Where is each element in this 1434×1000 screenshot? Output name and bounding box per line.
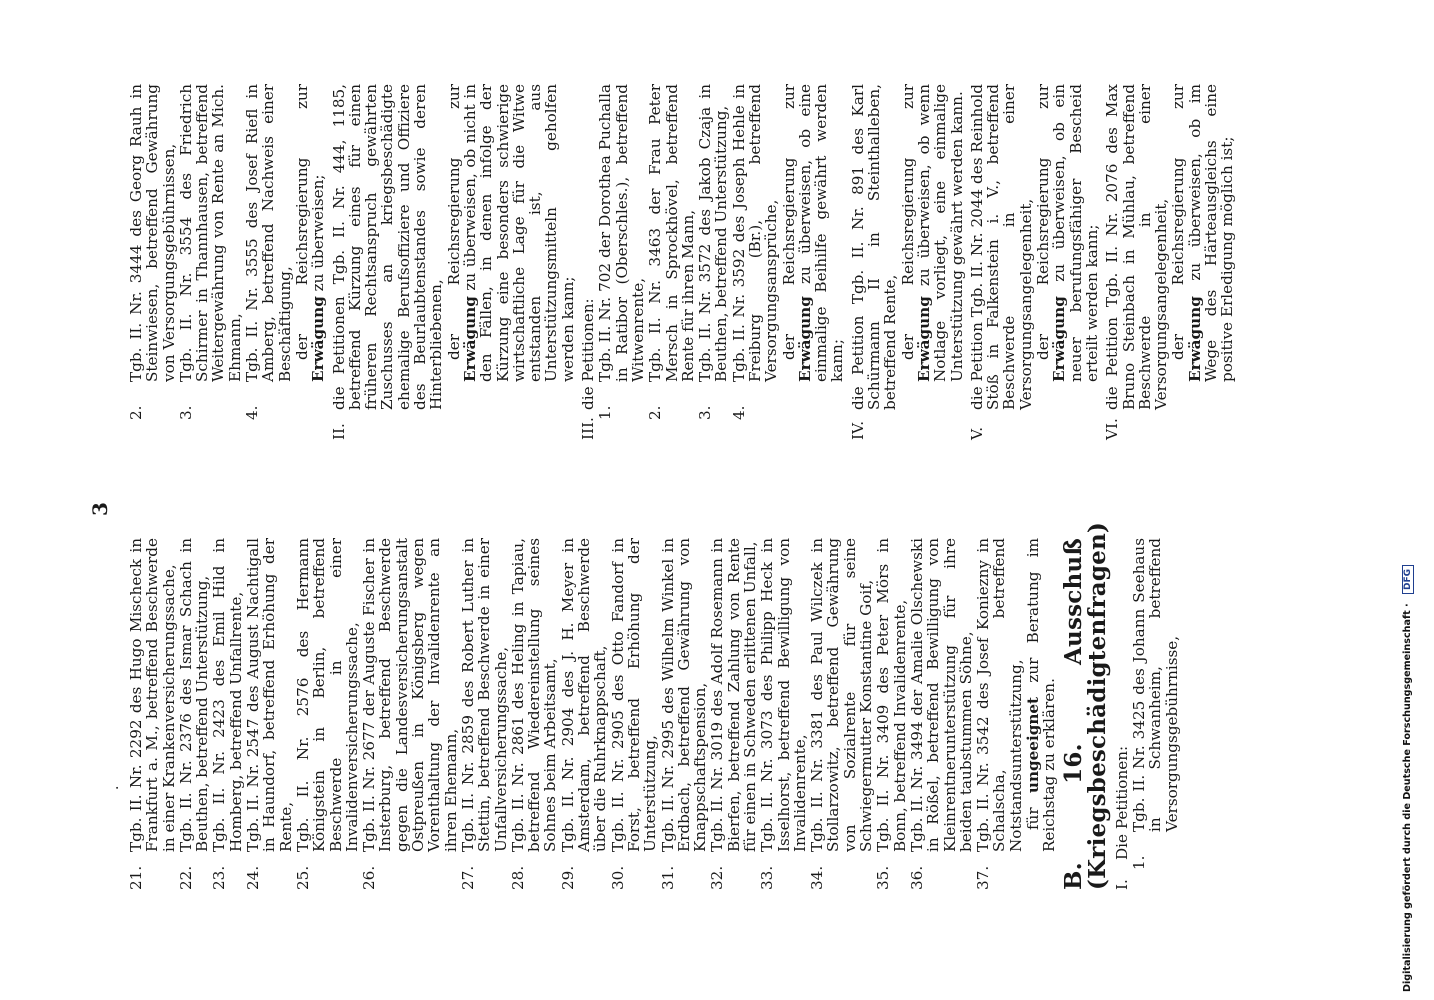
section-label: Die Petitionen:	[1112, 745, 1131, 860]
entry-text: Tgb. II. Nr. 2292 des Hugo Mischeck in Frankfurt a. M., betreffend Beschwerde in einer Krankenversicherungssache,	[127, 538, 178, 852]
entry-number: 1.	[1129, 855, 1148, 870]
decision-unsuitable: für ungeeignet zur Beratung im Reichstag zu erklären.	[1024, 538, 1059, 852]
entry-text: Tgb. II. Nr. 2904 des J. H. Meyer in Amsterdam, betreffend Beschwerde über die Ruhrknappschaft,	[558, 538, 610, 852]
entry-number: 34.	[808, 865, 827, 890]
decision-referral-5: der Reichsregierung zur Erwägung zu überweisen, ob ein neuer berufungsfähiger Bescheid erteilt werden kann;	[1034, 84, 1101, 382]
entry-number: 27.	[458, 865, 477, 890]
petition-entry	[610, 538, 659, 890]
entry-text: Tgb. II. Nr. 3463 der Frau Peter Mersch in Sprockhövel, betreffend Rente für ihren Mann,	[646, 84, 697, 382]
petition-entry	[875, 538, 908, 890]
entry-number: 24.	[244, 865, 263, 890]
entry-number: 30.	[608, 865, 627, 890]
entry-number: 2.	[646, 405, 665, 420]
decision-referral-3: der Reichsregierung zur Erwägung zu überweisen, ob eine einmalige Beihilfe gewährt werden kann;	[779, 84, 847, 382]
section-numeral: V.	[967, 426, 986, 440]
entry-number: 23.	[210, 865, 229, 890]
entry-number: 32.	[708, 865, 727, 890]
decision-referral-6: der Reichsregierung zur Erwägung zu überweisen, ob im Wege des Härteausgleichs eine positive Erledigung möglich ist;	[1169, 84, 1237, 382]
petition-entry	[361, 538, 459, 890]
entry-text: Tgb. II. Nr. 3425 des Johann Seehaus in Schwanheim, betreffend Versorgungsgebührnisse,	[1129, 538, 1181, 832]
entry-number: 26.	[360, 865, 379, 890]
entry-number: 1.	[596, 405, 615, 420]
entry-text: Tgb. II. Nr. 3554 des Friedrich Schirmer in Thannhausen, betreffend Weitergewährung von Rente an Mich. Ehmann,	[176, 84, 244, 382]
section-numeral: VI.	[1103, 418, 1122, 440]
petition-entry	[460, 538, 509, 890]
entry-number: 3.	[696, 405, 715, 420]
entry-text: Tgb. II. Nr. 2376 des Ismar Schach in Beuthen, betreffend Unterstützung,	[176, 538, 212, 852]
section-v	[969, 84, 1034, 440]
petition-entry	[510, 538, 559, 890]
petition-entry	[245, 538, 294, 890]
section-text: die Petition Tgb. II. Nr. 2044 des Reinhold Stöß in Falkenstein i. V., betreffend Beschwerde in einer Versorgungsangelegenheit,	[967, 84, 1035, 410]
decision-referral-4: der Reichsregierung zur Erwägung zu überweisen, ob wenn Notlage vorliegt, eine einmalige Unterstützung gewährt werden kann.	[898, 84, 966, 382]
entry-text: Tgb. II. Nr. 3555 des Josef Riefl in Amberg, betreffend Nachweis einer Beschäftigung,	[243, 84, 294, 382]
petition-entry	[660, 538, 709, 890]
entry-text: Tgb. II. Nr. 2423 des Emil Hild in Homberg, betreffend Unfallrente,	[210, 538, 245, 852]
petition-entry	[560, 538, 609, 890]
petition-entry	[697, 84, 730, 440]
petition-entry	[909, 538, 974, 890]
section-numeral: I.	[1112, 879, 1131, 890]
digitization-credit	[1402, 565, 1414, 992]
right-column	[128, 84, 1238, 440]
entry-text: Tgb. II. Nr. 3592 des Joseph Hehle in Freiburg (Br.), betreffend Versorgungsansprüche,	[729, 84, 781, 382]
petition-entry	[128, 538, 177, 890]
section-vi	[1104, 84, 1169, 440]
digitization-credit-text: Digitalisierung gefördert durch die Deutsche Forschungsgemeinschaft ·	[1402, 603, 1413, 992]
section-text: die Petition Tgb. II. Nr. 891 des Karl Schürmann II in Steinthalleben, betreffend Rente,	[848, 84, 900, 410]
section-iii-list	[597, 84, 779, 440]
entry-text: Tgb. II. Nr. 3542 des Josef Koniezny in Schalscha, betreffend Notstandsunterstützung,	[974, 538, 1025, 852]
entry-text: Tgb. II. Nr. 2547 des August Nachtigall in Haundorf, betreffend Erhöhung der Rente,	[244, 538, 295, 852]
entry-text: Tgb. II. Nr. 2905 des Otto Fandorf in Forst, betreffend Erhöhung der Unterstützung,	[608, 538, 660, 852]
entry-number: 25.	[293, 865, 312, 890]
section-i-list-continued	[128, 84, 293, 440]
petition-entry	[975, 538, 1024, 890]
page-number: 3	[88, 502, 112, 516]
section-i	[1114, 538, 1130, 890]
entry-text: Tgb. II. Nr. 3019 des Adolf Rosemann in Bierfen, betreffend Zahlung von Rente für einen in Schweden erlittenen Unfall,	[708, 538, 759, 852]
petition-entry	[178, 538, 211, 890]
entry-text: Tgb. II. Nr. 702 der Dorothea Puchalla in Ratibor (Oberschles.), betreffend Witwenrente,	[596, 84, 647, 382]
decision-referral-2: der Reichsregierung zur Erwägung zu überweisen, ob nicht in den Fällen, in denen infolge der Kürzung eine besonders schwierige wirtschaftliche Lage für die Witwe entstanden ist, aus Unterstützungsmitteln geholfen werden kann;	[444, 84, 577, 382]
entry-number: 37.	[974, 865, 993, 890]
section-i-list	[1131, 538, 1180, 890]
petition-list-a	[128, 538, 1024, 890]
entry-number: 4.	[243, 405, 262, 420]
entry-number: 29.	[558, 865, 577, 890]
petition-entry	[647, 84, 696, 440]
entry-number: 2.	[127, 405, 145, 420]
petition-entry	[709, 538, 758, 890]
section-iv	[850, 84, 899, 440]
section-text: die Petitionen Tgb. II. Nr. 444, 1185, betreffend Kürzung eines für einen früheren Rechtsanspruch gewährten Zuschusses an kriegsbeschädigte ehemalige Berufsoffiziere und Offiziere des Beurlaubtenstandes sowie deren Hinterbliebenen,	[329, 84, 446, 410]
entry-number: 22.	[176, 865, 195, 890]
section-ii	[331, 84, 445, 440]
entry-number: 35.	[874, 865, 893, 890]
dfg-logo: DFG	[1402, 565, 1414, 594]
decision-keyword: ungeeignet	[1024, 696, 1043, 794]
section-text: die Petition Tgb. II. Nr. 2076 des Max Bruno Steinbach in Mühlau, betreffend Beschwerde in einer Versorgungsangelegenheit,	[1103, 84, 1171, 410]
entry-number: 31.	[658, 865, 677, 890]
entry-number: 28.	[508, 865, 527, 890]
petition-entry	[809, 538, 874, 890]
entry-text: Tgb. II. Nr. 3409 des Peter Mörs in Bonn, betreffend Invalidenrente,	[874, 538, 909, 852]
petition-entry	[1131, 538, 1180, 890]
entry-text: Tgb. II. Nr. 2677 der Auguste Fischer in Insterburg, betreffend Beschwerde gegen die Landesversicherungsanstalt Ostpreußen in Königsberg wegen Vorenthaltung der Invalidenrente an ihren Ehemann,	[360, 538, 460, 852]
petition-entry	[295, 538, 360, 890]
section-label: die Petitionen:	[579, 298, 598, 410]
entry-text: Tgb. II. Nr. 3381 des Paul Wilczek in Stollarzowitz, betreffend Gewährung von Sozialrente für seine Schwiegermutter Konstantine Goif,	[808, 538, 876, 852]
entry-number: 21.	[127, 865, 145, 890]
entry-number: 3.	[176, 405, 195, 420]
entry-number: 33.	[758, 865, 777, 890]
entry-text: Tgb. II. Nr. 2995 des Wilhelm Winkel in Erdbach, betreffend Gewährung von Knappschaftspension,	[658, 538, 710, 852]
section-heading-committee-16: B. 16. Ausschuß (Kriegsbeschädigtenfragen)	[1059, 521, 1111, 890]
entry-text: Tgb. II. Nr. 3572 des Jakob Czaja in Beuthen, betreffend Unterstützung,	[696, 84, 731, 382]
petition-entry	[211, 538, 244, 890]
entry-text: Tgb. II. Nr. 3444 des Georg Rauh in Steinwiesen, betreffend Gewährung von Versorgungsgebührnissen,	[127, 84, 178, 382]
petition-entry	[597, 84, 646, 440]
decision-referral-1: der Reichsregierung zur Erwägung zu überweisen;	[292, 84, 328, 382]
entry-text: Tgb. II. Nr. 3494 der Amalie Olschewski in Rößel, betreffend Bewilligung von Kleinrentnerunterstützung für ihre beiden taubstummen Söhne,	[907, 538, 975, 852]
petition-entry	[759, 538, 808, 890]
entry-text: Tgb. II. Nr. 2861 des Heling in Tapiau, betreffend Wiedereinstellung seines Sohnes beim Arbeitsamt,	[508, 538, 560, 852]
entry-number: 4.	[729, 405, 748, 420]
page-mark: ·	[110, 785, 126, 790]
section-numeral: III.	[579, 417, 598, 440]
entry-text: Tgb. II. Nr. 2576 des Hermann Königstein in Berlin, betreffend Beschwerde in einer Invalidenversicherungssache,	[293, 538, 361, 852]
left-column	[127, 521, 1181, 890]
section-numeral: II.	[329, 423, 348, 440]
entry-number: 36.	[907, 865, 926, 890]
petition-entry	[244, 84, 293, 440]
petition-entry	[178, 84, 243, 440]
section-iii	[580, 84, 596, 440]
entry-text: Tgb. II. Nr. 2859 des Robert Luther in Stettin, betreffend Beschwerde in einer Unfallversicherungssache,	[458, 538, 510, 852]
entry-text: Tgb. II. Nr. 3073 des Philipp Heck in Isselhorst, betreffend Bewilligung von Invalidenrente,	[758, 538, 809, 852]
petition-entry	[128, 84, 177, 440]
section-numeral: IV.	[848, 420, 867, 440]
petition-entry	[731, 84, 780, 440]
